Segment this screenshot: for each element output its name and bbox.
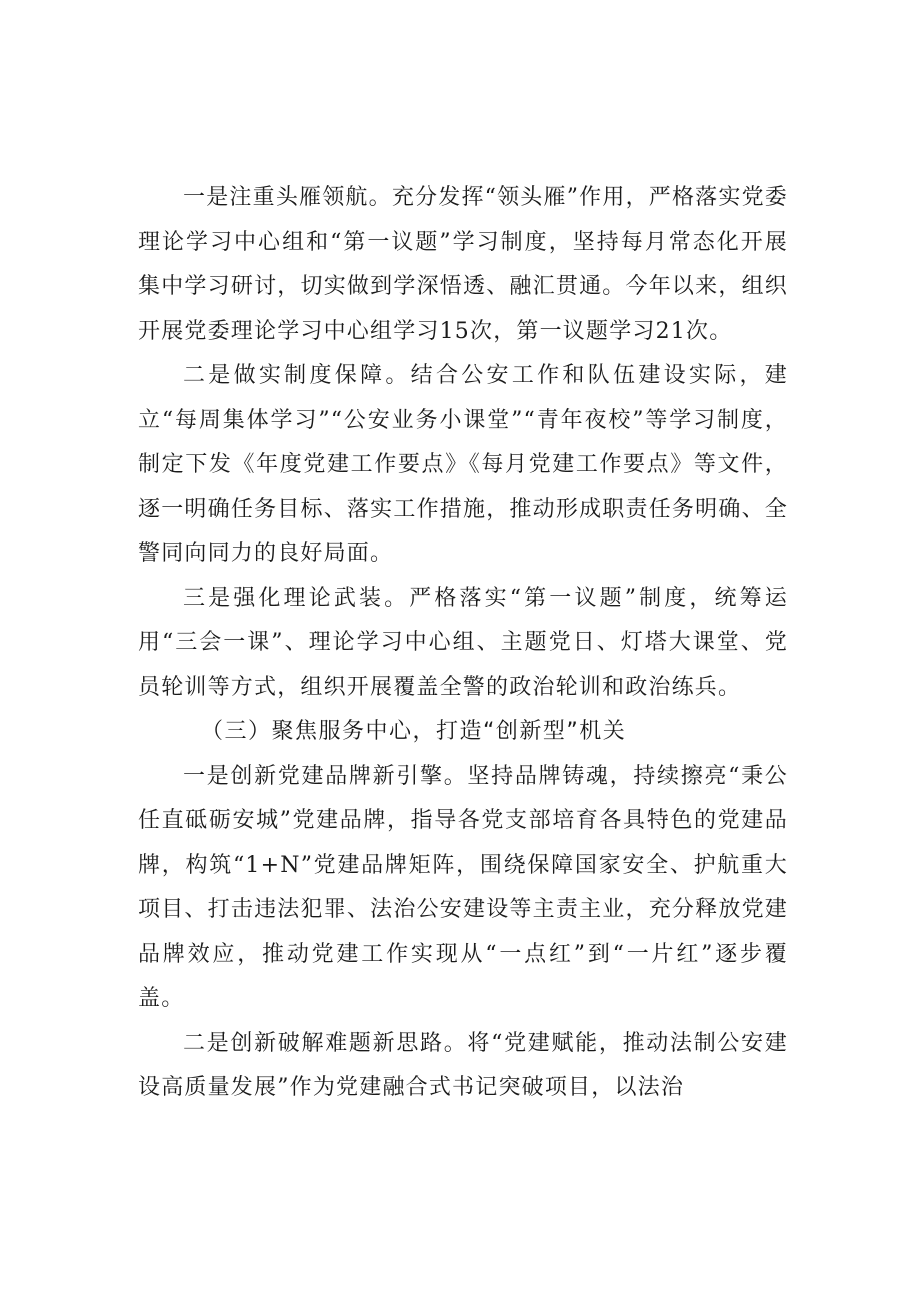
paragraph-theory-armament: 三是强化理论武装。严格落实“第一议题”制度，统筹运用“三会一课”、理论学习中心组、主题党日、灯塔大课堂、党员轮训等方式，组织开展覆盖全警的政治轮训和政治练兵。 [138, 585, 788, 700]
paragraph-party-brand: 一是创新党建品牌新引擎。坚持品牌铸魂，持续擦亮“秉公任直砥砺安城”党建品牌，指导各党支部培育各具特色的党建品牌，构筑“1+N”党建品牌矩阵，围绕保障国家安全、护航重大项目、打击违法犯罪、法治公安建设等主责主业，充分释放党建品牌效应，推动党建工作实现从“一点红”到“一片红”逐步覆盖。 [138, 763, 788, 1011]
section-heading: （三）聚焦服务中心，打造“创新型”机关 [201, 719, 627, 744]
document-body [138, 176, 788, 1111]
paragraph-problem-solving: 二是创新破解难题新思路。将“党建赋能，推动法制公安建设高质量发展”作为党建融合式书记突破项目，以法治 [138, 1030, 788, 1100]
paragraph-system-guarantee: 二是做实制度保障。结合公安工作和队伍建设实际，建立“每周集体学习”“公安业务小课堂”“青年夜校”等学习制度，制定下发《年度党建工作要点》《每月党建工作要点》等文件，逐一明确任务目标、落实工作措施，推动形成职责任务明确、全警同向同力的良好局面。 [138, 363, 788, 566]
paragraph-lead-geese: 一是注重头雁领航。充分发挥“领头雁”作用，严格落实党委理论学习中心组和“第一议题”学习制度，坚持每月常态化开展集中学习研讨，切实做到学深悟透、融汇贯通。今年以来，组织开展党委理论学习中心组学习15次，第一议题学习21次。 [138, 185, 788, 344]
